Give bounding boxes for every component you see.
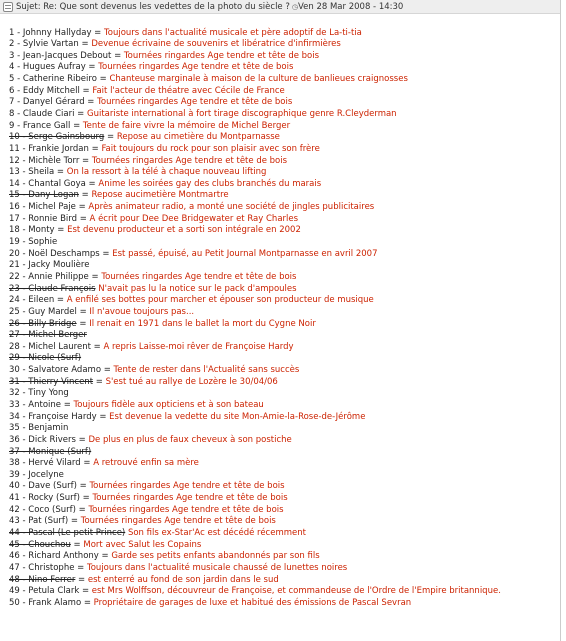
- entry-separator: =: [68, 516, 81, 527]
- entry-comment: Tournées ringardes Age tendre et tête de bois: [91, 155, 288, 166]
- entry-separator: =: [79, 493, 93, 504]
- list-item: [9, 447, 559, 459]
- entry-name: 1 - Johnny Hallyday: [9, 27, 92, 38]
- entry-name: 13 - Sheila: [9, 167, 55, 178]
- entry-separator: =: [79, 85, 93, 96]
- list-item: [9, 74, 559, 86]
- entry-comment: Guitariste international à fort tirage discographique genre R.Cleyderman: [87, 108, 397, 119]
- entry-separator: =: [54, 225, 68, 236]
- entry-name: 6 - Eddy Mitchell: [9, 85, 80, 96]
- entry-comment: N'avait pas lu la notice sur le pack d'ampoules: [98, 283, 297, 294]
- entry-name: 19 - Sophie: [9, 237, 58, 248]
- entry-name: 2 - Sylvie Vartan: [9, 39, 79, 50]
- entry-comment: est enterré au fond de son jardin dans le sud: [87, 574, 279, 585]
- entry-name: 10 - Serge Gainsbourg: [9, 132, 105, 143]
- entry-comment: Son fils ex-Star'Ac est décédé récemment: [127, 528, 306, 539]
- entry-separator: =: [80, 458, 94, 469]
- entry-separator: =: [96, 411, 110, 422]
- entry-list: [9, 28, 559, 610]
- entry-comment: A écrit pour Dee Dee Bridgewater et Ray Charles: [89, 213, 299, 224]
- entry-separator: =: [75, 202, 89, 213]
- list-item: [9, 121, 559, 133]
- entry-name: 16 - Michel Paje: [9, 202, 76, 213]
- entry-comment: Tournées ringardes Age tendre et tête de bois: [80, 516, 276, 527]
- list-item: [9, 28, 559, 40]
- entry-name: 33 - Antoine: [9, 400, 62, 410]
- entry-name: 11 - Frankie Jordan: [9, 143, 89, 154]
- list-item: [9, 39, 559, 51]
- list-item: [9, 97, 559, 109]
- list-item: [9, 86, 559, 98]
- entry-separator: =: [74, 562, 87, 573]
- entry-name: 37 - Monique (Surf): [9, 446, 92, 457]
- entry-name: 5 - Catherine Ribeiro: [9, 74, 97, 85]
- entry-separator: =: [84, 97, 98, 108]
- list-item: [9, 458, 559, 470]
- entry-name: 45 - Chouchou: [9, 539, 71, 550]
- entry-name: 26 - Billy Bridge: [9, 318, 77, 329]
- list-item: [9, 284, 559, 296]
- entry-name: 23 - Claude François: [9, 283, 96, 294]
- list-item: [9, 435, 559, 447]
- list-item: [9, 62, 559, 74]
- list-item: [9, 540, 559, 552]
- list-item: [9, 167, 559, 179]
- entry-separator: =: [104, 132, 117, 143]
- post-header: [0, 0, 560, 14]
- entry-comment: Chanteuse marginale à maison de la culture de banlieues craignosses: [109, 74, 408, 85]
- list-item: [9, 586, 559, 598]
- entry-name: 46 - Richard Anthony: [9, 551, 99, 562]
- entry-comment: Tente de faire vivre la mémoire de Michel Berger: [82, 120, 291, 131]
- entry-separator: =: [75, 574, 88, 585]
- entry-separator: =: [78, 39, 92, 50]
- entry-name: 39 - Jocelyne: [9, 469, 64, 480]
- list-item: [9, 295, 559, 307]
- entry-comment: Tournées ringardes Age tendre et tête de bois: [92, 493, 288, 504]
- entry-separator: =: [70, 120, 83, 131]
- entry-separator: =: [74, 108, 87, 119]
- entry-name: 7 - Danyel Gérard: [9, 97, 85, 108]
- entry-comment: A repris Laisse-moi rêver de Françoise Hardy: [103, 341, 294, 352]
- entry-separator: =: [54, 295, 67, 306]
- entry-comment: Garde ses petits enfants abandonnés par son fils: [111, 551, 320, 562]
- entry-separator: =: [111, 50, 124, 61]
- list-item: [9, 423, 559, 435]
- entry-comment: Fait l'acteur de théatre avec Cécile de France: [92, 85, 285, 96]
- column-divider: [560, 0, 561, 641]
- entry-separator: =: [98, 551, 112, 562]
- entry-comment: Mort avec Salut les Copains: [83, 539, 202, 550]
- entry-comment: Anime les soirées gay des clubs branchés du marais: [98, 178, 322, 189]
- entry-name: 43 - Pat (Surf): [9, 516, 69, 527]
- entry-comment: Propriétaire de garages de luxe et habitué des émissions de Pascal Sevran: [93, 597, 412, 608]
- entry-separator: =: [79, 155, 92, 166]
- entry-comment: Il renait en 1971 dans le ballet la mort du Cygne Noir: [89, 318, 316, 329]
- entry-comment: A enfilé ses bottes pour marcher et épouser son producteur de musique: [66, 295, 374, 306]
- entry-separator: =: [81, 597, 94, 608]
- entry-separator: =: [93, 376, 106, 387]
- entry-separator: =: [88, 143, 102, 154]
- entry-comment: Est devenu producteur et a sorti son intégrale en 2002: [67, 225, 301, 236]
- list-item: [9, 353, 559, 365]
- entry-name: 24 - Eileen: [9, 295, 55, 306]
- list-item: [9, 598, 559, 610]
- entry-separator: =: [78, 190, 92, 201]
- list-item: [9, 365, 559, 377]
- list-item: [9, 190, 559, 202]
- entry-name: 4 - Hugues Aufray: [9, 62, 86, 73]
- list-item: [9, 330, 559, 342]
- list-item: [9, 214, 559, 226]
- entry-comment: Tournées ringardes Age tendre et tête de bois: [101, 271, 297, 282]
- entry-comment: Repose aucimetière Montmartre: [91, 190, 229, 201]
- entry-name: 32 - Tiny Yong: [9, 388, 69, 399]
- list-item: [9, 342, 559, 354]
- entry-name: 22 - Annie Philippe: [9, 271, 89, 282]
- entry-separator: =: [61, 400, 74, 410]
- entry-comment: Est devenue la vedette du site Mon-Amie-la-Rose-de-Jérôme: [109, 411, 366, 422]
- entry-comment: Toujours dans l'actualité musicale et père adoptif de La-ti-tia: [104, 27, 362, 38]
- entry-name: 50 - Frank Alamo: [9, 597, 82, 608]
- entry-name: 15 - Dany Logan: [9, 190, 79, 201]
- entry-name: 12 - Michèle Torr: [9, 155, 80, 166]
- list-item: [9, 493, 559, 505]
- entry-comment: Est passé, épuisé, au Petit Journal Montparnasse en avril 2007: [112, 248, 378, 259]
- entry-name: 18 - Monty: [9, 225, 55, 236]
- entry-name: 42 - Coco (Surf): [9, 504, 76, 515]
- list-item: [9, 388, 559, 400]
- list-item: [9, 307, 559, 319]
- entry-comment: Repose au cimetière du Montparnasse: [116, 132, 280, 143]
- list-item: [9, 377, 559, 389]
- entry-name: 20 - Noël Deschamps: [9, 248, 100, 259]
- entry-comment: est Mrs Wolffson, découvreur de Françoise, et commandeuse de l'Ordre de l'Empire britannique.: [91, 586, 501, 597]
- entry-name: 49 - Petula Clark: [9, 586, 80, 597]
- entry-name: 40 - Dave (Surf): [9, 481, 77, 492]
- entry-separator: =: [76, 481, 90, 492]
- entry-separator: =: [79, 586, 92, 597]
- entry-separator: =: [96, 74, 110, 85]
- entry-comment: Tournées ringardes Age tendre et tête de bois: [89, 481, 285, 492]
- entry-name: 35 - Benjamin: [9, 423, 69, 434]
- list-item: [9, 505, 559, 517]
- list-item: [9, 400, 559, 412]
- list-item: [9, 144, 559, 156]
- entry-name: 27 - Michel Berger: [9, 330, 87, 341]
- entry-name: 36 - Dick Rivers: [9, 434, 76, 445]
- entry-name: 21 - Jacky Moulière: [9, 260, 90, 271]
- entry-name: 8 - Claude Ciari: [9, 108, 75, 119]
- list-item: [9, 132, 559, 144]
- entry-comment: De plus en plus de faux cheveux à son postiche: [88, 434, 292, 445]
- entry-separator: =: [85, 178, 99, 189]
- entry-name: 14 - Chantal Goya: [9, 178, 86, 189]
- entry-comment: On la ressort à la télé à chaque nouveau lifting: [66, 167, 267, 178]
- list-item: [9, 470, 559, 482]
- entry-separator: =: [75, 504, 89, 515]
- list-item: [9, 563, 559, 575]
- entry-name: 41 - Rocky (Surf): [9, 493, 80, 504]
- entry-comment: Devenue écrivaine de souvenirs et libératrice d'infirmières: [91, 39, 341, 50]
- entry-separator: =: [99, 248, 113, 259]
- entry-separator: =: [101, 365, 114, 376]
- entry-name: 44 - Pascal (Le petit Prince): [9, 528, 126, 539]
- entry-separator: =: [85, 62, 99, 73]
- entry-comment: Tournées ringardes Age tendre et tête de bois: [88, 504, 284, 515]
- entry-separator: =: [76, 318, 90, 329]
- entry-name: 17 - Ronnie Bird: [9, 213, 78, 224]
- entry-separator: =: [75, 434, 89, 445]
- list-item: [9, 412, 559, 424]
- entry-name: 25 - Guy Mardel: [9, 306, 77, 317]
- entry-comment: Après animateur radio, a monté une société de jingles publicitaires: [88, 202, 375, 213]
- entry-separator: =: [77, 213, 90, 224]
- entry-comment: Tournées ringardes Age tendre et tête de bois: [97, 97, 293, 108]
- list-item: [9, 237, 559, 249]
- list-item: [9, 260, 559, 272]
- entry-name: 47 - Christophe: [9, 562, 75, 573]
- entry-comment: Il n'avoue toujours pas...: [89, 306, 195, 317]
- entry-name: 29 - Nicole (Surf): [9, 353, 82, 364]
- list-item: [9, 51, 559, 63]
- list-item: [9, 109, 559, 121]
- post-icon: [3, 2, 13, 12]
- entry-comment: S'est tué au rallye de Lozère le 30/04/06: [105, 376, 278, 387]
- list-item: [9, 156, 559, 168]
- entry-comment: Tournées ringardes Age tendre et tête de bois: [123, 50, 320, 61]
- list-item: [9, 481, 559, 493]
- entry-separator: =: [54, 167, 67, 178]
- list-item: [9, 272, 559, 284]
- list-item: [9, 528, 559, 540]
- entry-comment: A retrouvé enfin sa mère: [93, 458, 199, 469]
- entry-name: 31 - Thierry Vincent: [9, 376, 94, 387]
- entry-comment: Toujours dans l'actualité musicale chaussé de lunettes noires: [86, 562, 348, 573]
- post-date: Ven 28 Mar 2008 - 14:30: [297, 1, 404, 12]
- list-item: [9, 202, 559, 214]
- entry-name: 9 - France Gall: [9, 120, 71, 131]
- date-icon: ◷: [291, 2, 298, 11]
- entry-comment: Tournées ringardes Age tendre et tête de bois: [98, 62, 294, 73]
- entry-separator: =: [91, 27, 104, 38]
- entry-separator: =: [70, 539, 84, 550]
- entry-name: 28 - Michel Laurent: [9, 341, 91, 352]
- post-subject: Sujet: Re: Que sont devenus les vedettes de la photo du siècle ?: [16, 1, 290, 12]
- entry-comment: Fait toujours du rock pour son plaisir avec son frère: [101, 143, 320, 154]
- list-item: [9, 319, 559, 331]
- entry-comment: Tente de rester dans l'Actualité sans succès: [113, 365, 300, 376]
- list-item: [9, 179, 559, 191]
- entry-separator: =: [90, 341, 104, 352]
- entry-separator: =: [76, 306, 90, 317]
- list-item: [9, 575, 559, 587]
- list-item: [9, 249, 559, 261]
- entry-name: 30 - Salvatore Adamo: [9, 365, 102, 376]
- entry-name: 38 - Hervé Vilard: [9, 458, 81, 469]
- list-item: [9, 516, 559, 528]
- entry-name: 48 - Nino Ferrer: [9, 574, 76, 585]
- entry-separator: =: [88, 271, 102, 282]
- list-item: [9, 225, 559, 237]
- entry-name: 3 - Jean-Jacques Debout: [9, 50, 112, 61]
- list-item: [9, 551, 559, 563]
- entry-name: 34 - Françoise Hardy: [9, 411, 97, 422]
- entry-comment: Toujours fidèle aux opticiens et à son bateau: [73, 400, 264, 410]
